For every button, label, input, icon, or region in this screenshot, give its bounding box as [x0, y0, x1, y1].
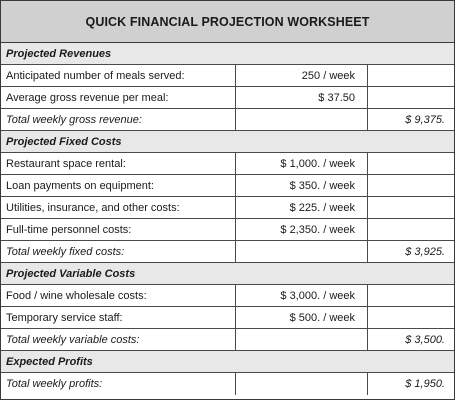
- row-label: Loan payments on equipment:: [1, 175, 236, 196]
- total-value: $ 1,950.: [405, 378, 445, 390]
- row-total-cell: [368, 285, 454, 306]
- row-label: Temporary service staff:: [1, 307, 236, 328]
- row-total-cell: [368, 153, 454, 174]
- section-heading-revenues: Projected Revenues: [1, 43, 454, 65]
- row-total-cell: [368, 87, 454, 108]
- row-label: Full-time personnel costs:: [1, 219, 236, 240]
- table-row: [1, 307, 454, 329]
- row-label: Utilities, insurance, and other costs:: [1, 197, 236, 218]
- row-label: Average gross revenue per meal:: [1, 87, 236, 108]
- row-amount: [236, 373, 368, 395]
- row-amount: 250 / week: [236, 65, 368, 86]
- row-label: Anticipated number of meals served:: [1, 65, 236, 86]
- total-label: Total weekly fixed costs:: [1, 241, 236, 262]
- table-row: [1, 65, 454, 87]
- row-amount: $ 350. / week: [236, 175, 368, 196]
- section-heading-fixed-costs: Projected Fixed Costs: [1, 131, 454, 153]
- row-total-cell: [368, 219, 454, 240]
- total-value: $ 3,925.: [405, 245, 445, 258]
- table-row: [1, 197, 454, 219]
- total-row-fixed-costs: [1, 241, 454, 263]
- row-total-cell: [368, 175, 454, 196]
- row-amount: $ 1,000. / week: [236, 153, 368, 174]
- total-label: Total weekly gross revenue:: [1, 109, 236, 130]
- row-amount: [236, 109, 368, 130]
- row-total-cell: [368, 307, 454, 328]
- row-amount: $ 2,350. / week: [236, 219, 368, 240]
- row-amount: $ 37.50: [236, 87, 368, 108]
- total-value: $ 9,375.: [405, 113, 445, 126]
- total-row-profits: [1, 373, 454, 395]
- row-label: Food / wine wholesale costs:: [1, 285, 236, 306]
- row-amount: [236, 241, 368, 262]
- table-row: [1, 87, 454, 109]
- row-label: Restaurant space rental:: [1, 153, 236, 174]
- total-label: Total weekly variable costs:: [1, 329, 236, 350]
- row-total-cell: [368, 65, 454, 86]
- table-row: [1, 153, 454, 175]
- row-amount: [236, 329, 368, 350]
- table-row: [1, 175, 454, 197]
- table-row: [1, 285, 454, 307]
- total-row-variable-costs: [1, 329, 454, 351]
- section-heading-variable-costs: Projected Variable Costs: [1, 263, 454, 285]
- total-row-revenues: [1, 109, 454, 131]
- row-amount: $ 500. / week: [236, 307, 368, 328]
- section-heading-profits: Expected Profits: [1, 351, 454, 373]
- worksheet-title: QUICK FINANCIAL PROJECTION WORKSHEET: [1, 1, 454, 43]
- row-amount: $ 225. / week: [236, 197, 368, 218]
- table-row: [1, 219, 454, 241]
- total-value: $ 3,500.: [405, 333, 445, 346]
- row-amount: $ 3,000. / week: [236, 285, 368, 306]
- total-label: Total weekly profits:: [1, 373, 236, 395]
- row-total-cell: [368, 197, 454, 218]
